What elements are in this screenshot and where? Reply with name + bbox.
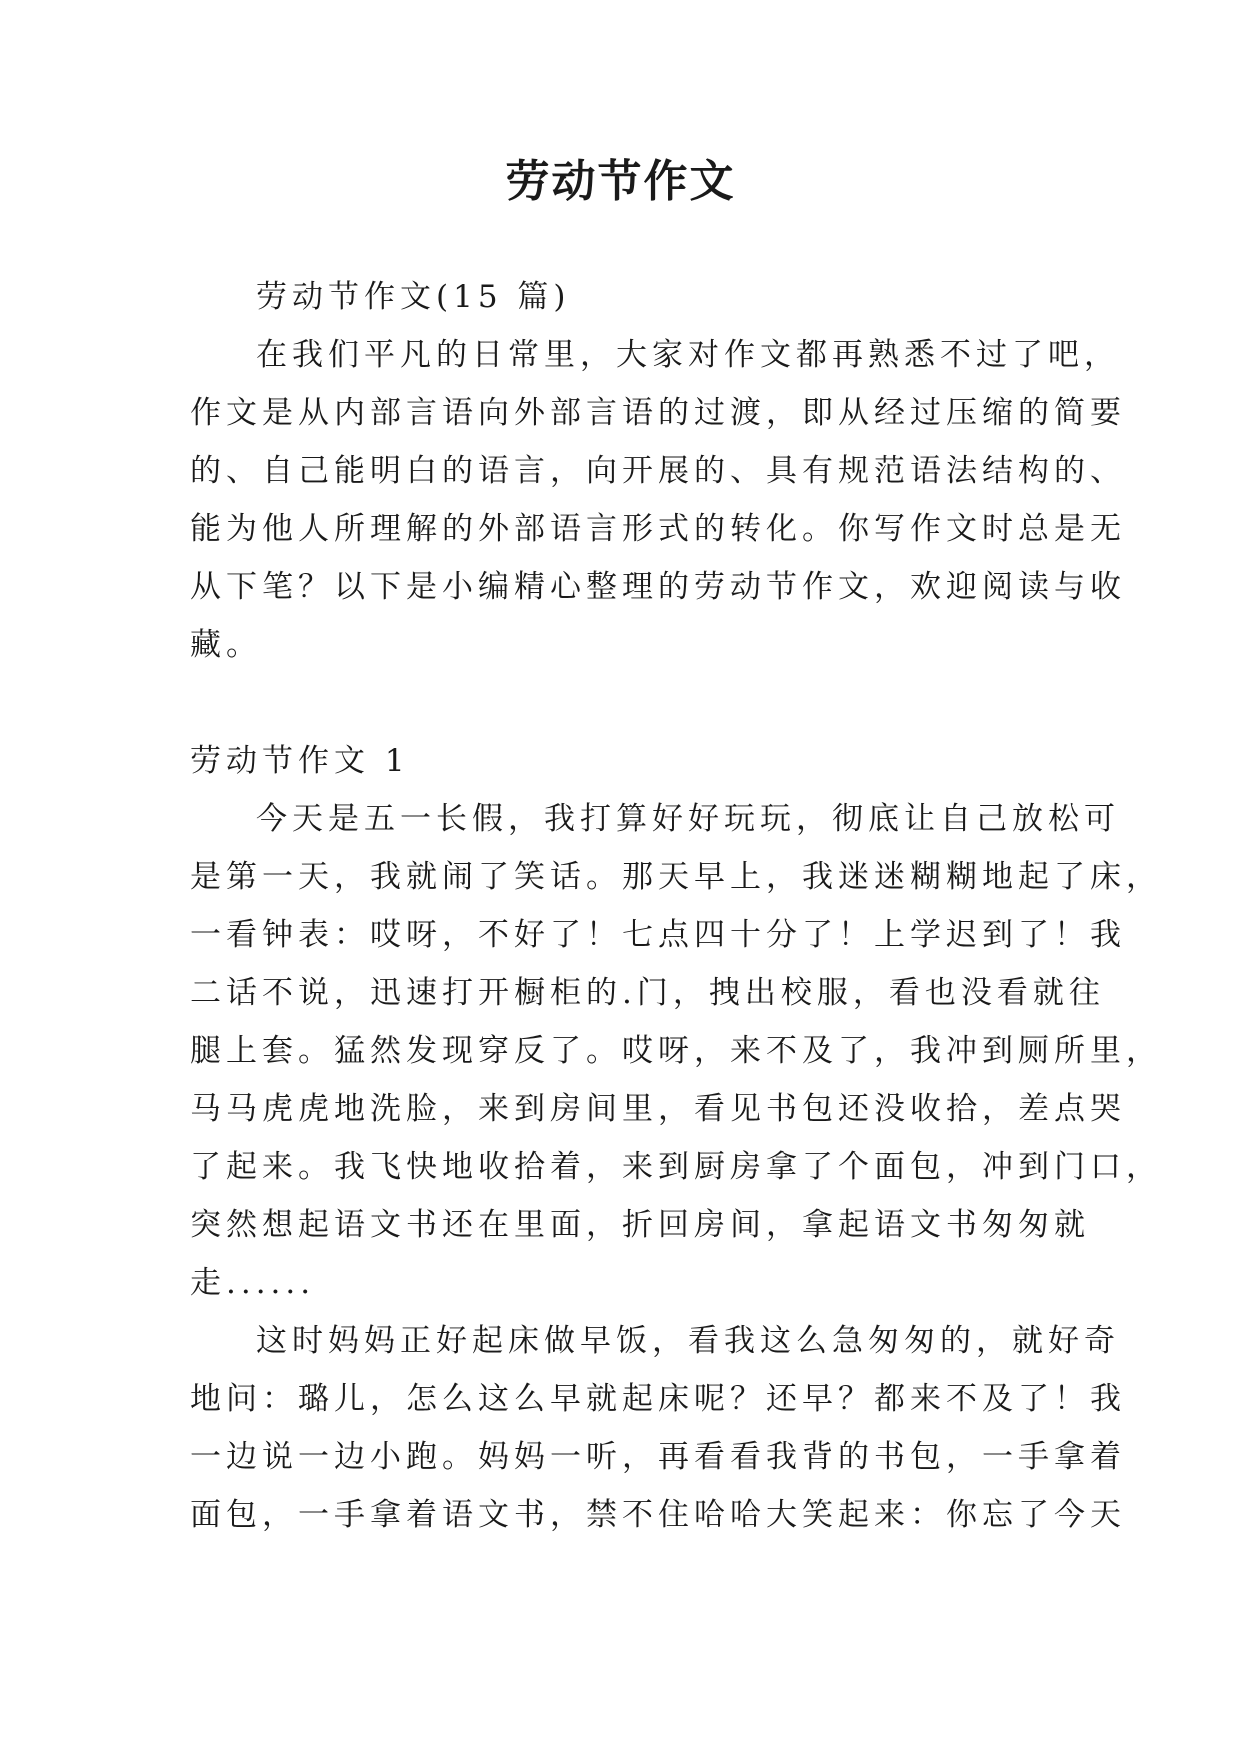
intro-paragraph-line: 能为他人所理解的外部语言形式的转化。你写作文时总是无 xyxy=(190,511,1126,547)
subtitle-line: 劳动节作文(15 篇) xyxy=(256,279,571,315)
essay-paragraph-line: 二话不说，迅速打开橱柜的.门，拽出校服，看也没看就往 xyxy=(190,975,1105,1011)
essay-paragraph-line: 一看钟表：哎呀，不好了！七点四十分了！上学迟到了！我 xyxy=(190,917,1126,953)
essay-paragraph-line: 了起来。我飞快地收拾着，来到厨房拿了个面包，冲到门口， xyxy=(190,1149,1162,1185)
essay-paragraph-line: 马马虎虎地洗脸，来到房间里，看见书包还没收拾，差点哭 xyxy=(190,1091,1126,1127)
essay-paragraph-line: 突然想起语文书还在里面，折回房间，拿起语文书匆匆就 xyxy=(190,1207,1090,1243)
intro-paragraph-line: 藏。 xyxy=(190,627,262,663)
essay-paragraph-line: 地问：璐儿，怎么这么早就起床呢？还早？都来不及了！我 xyxy=(190,1381,1126,1417)
intro-paragraph-line: 在我们平凡的日常里，大家对作文都再熟悉不过了吧， xyxy=(256,337,1120,373)
essay-paragraph-line: 走...... xyxy=(190,1265,316,1301)
section-heading: 劳动节作文 1 xyxy=(190,743,410,779)
intro-paragraph-line: 的、自己能明白的语言，向开展的、具有规范语法结构的、 xyxy=(190,453,1126,489)
paragraph-gap xyxy=(190,674,1070,732)
essay-paragraph-line: 这时妈妈正好起床做早饭，看我这么急匆匆的，就好奇 xyxy=(256,1323,1120,1359)
essay-paragraph-line: 今天是五一长假，我打算好好玩玩，彻底让自己放松可 xyxy=(256,801,1120,837)
essay-paragraph-line: 面包，一手拿着语文书，禁不住哈哈大笑起来：你忘了今天 xyxy=(190,1497,1126,1533)
essay-paragraph-line: 腿上套。猛然发现穿反了。哎呀，来不及了，我冲到厕所里， xyxy=(190,1033,1162,1069)
intro-paragraph-line: 作文是从内部言语向外部言语的过渡，即从经过压缩的简要 xyxy=(190,395,1126,431)
document-body xyxy=(190,268,1162,1544)
intro-paragraph-line: 从下笔？以下是小编精心整理的劳动节作文，欢迎阅读与收 xyxy=(190,569,1126,605)
essay-paragraph-line: 是第一天，我就闹了笑话。那天早上，我迷迷糊糊地起了床， xyxy=(190,859,1162,895)
document-title: 劳动节作文 xyxy=(505,156,736,207)
essay-paragraph-line: 一边说一边小跑。妈妈一听，再看看我背的书包，一手拿着 xyxy=(190,1439,1126,1475)
